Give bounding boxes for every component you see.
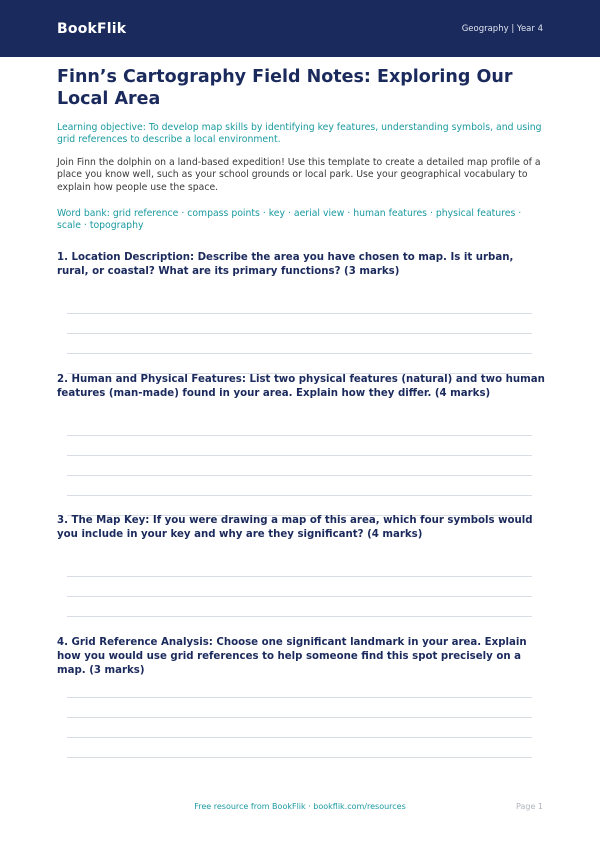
learning-objective: Learning objective: To develop map skills by identifying key features, understanding symbols, and using grid references to describe a local environment.	[57, 122, 542, 145]
answer-line[interactable]	[67, 717, 532, 718]
answer-line[interactable]	[67, 495, 532, 496]
answer-line[interactable]	[67, 697, 532, 698]
brand-logo[interactable]: BookFlik	[57, 20, 127, 37]
answer-line[interactable]	[67, 455, 532, 456]
answer-line[interactable]	[67, 353, 532, 354]
answer-line[interactable]	[67, 757, 532, 758]
site-header	[0, 0, 600, 57]
answer-line[interactable]	[67, 475, 532, 476]
question-2: 2. Human and Physical Features: List two physical features (natural) and two human features (man-made) found in your area. Explain how they differ. (4 marks)	[57, 374, 545, 399]
answer-line[interactable]	[67, 596, 532, 597]
answer-line[interactable]	[67, 313, 532, 314]
word-bank: Word bank: grid reference · compass points · key · aerial view · human features · physical features · scale · topography	[57, 208, 522, 232]
answer-line[interactable]	[67, 616, 532, 617]
question-4: 4. Grid Reference Analysis: Choose one significant landmark in your area. Explain how you would use grid references to help someone find this spot precisely on a map. (3 marks)	[57, 637, 527, 676]
subject-year-label: Geography | Year 4	[461, 23, 543, 34]
worksheet-title: Finn’s Cartography Field Notes: Exploring Our Local Area	[57, 67, 513, 109]
answer-line[interactable]	[67, 737, 532, 738]
answer-line[interactable]	[67, 435, 532, 436]
question-1: 1. Location Description: Describe the area you have chosen to map. Is it urban, rural, or coastal? What are its primary functions? (3 marks)	[57, 252, 514, 277]
question-3: 3. The Map Key: If you were drawing a map of this area, which four symbols would you include in your key and why are they significant? (4 marks)	[57, 515, 533, 540]
intro-text: Join Finn the dolphin on a land-based expedition! Use this template to create a detailed map profile of a place you know well, such as your school grounds or local park. Use your geographical vocabulary to explain how people use the space.	[57, 157, 541, 193]
answer-line[interactable]	[67, 333, 532, 334]
answer-line[interactable]	[67, 576, 532, 577]
footer-link[interactable]: Free resource from BookFlik · bookflik.com/resources	[194, 802, 406, 811]
page-number: Page 1	[516, 802, 543, 811]
